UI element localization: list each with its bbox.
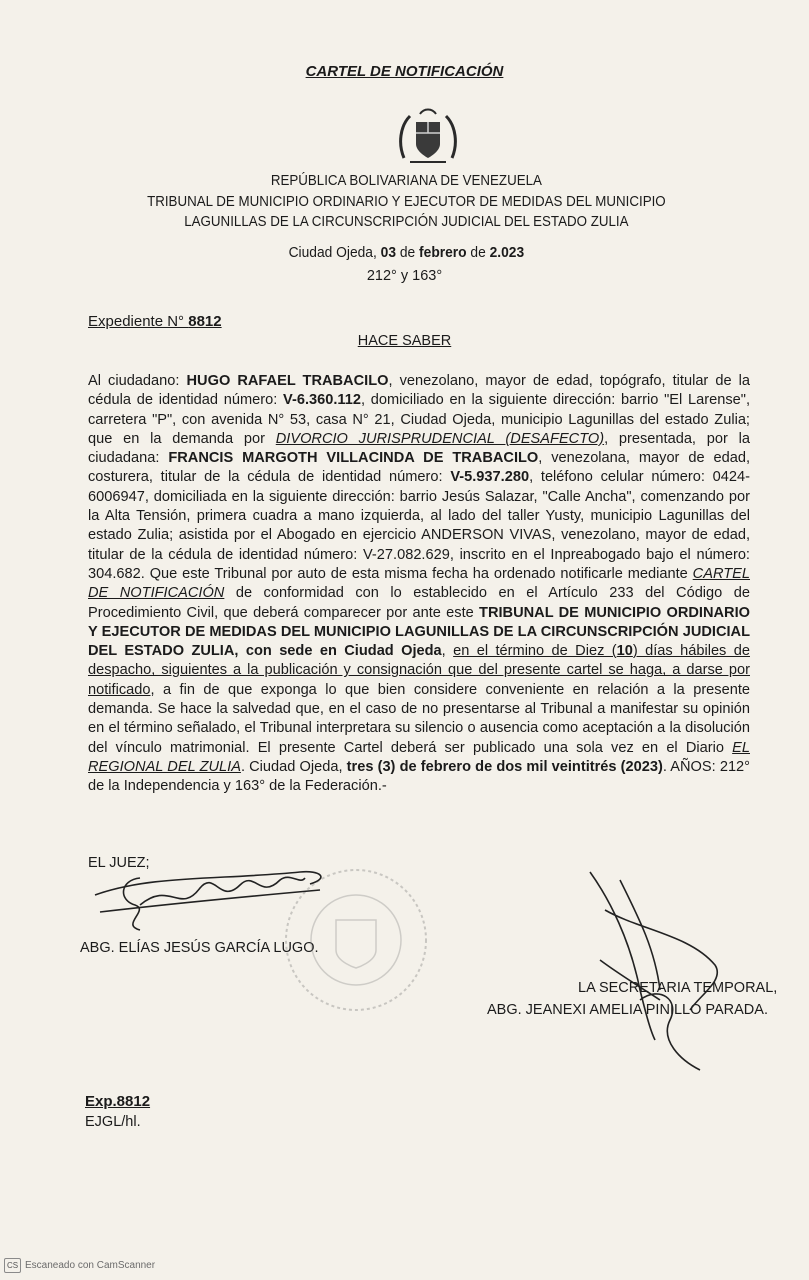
notification-body: Al ciudadano: HUGO RAFAEL TRABACILO, venezolano, mayor de edad, topógrafo, titular de la cédula de identidad número: V-6.360.112, domiciliado en la siguiente dirección: barrio "El Larense", carretera "P", con avenida N° 53, casa N° 21, Ciudad Ojeda, municipio Lagunillas del estado Zulia; que en la demanda por DIVORCIO JURISPRUDENCIAL (DESAFECTO), presentada, por la ciudadana: FRANCIS MARGOTH VILLACINDA DE TRABACILO, venezolana, mayor de edad, costurera, titular de la cédula de identidad número: V-5.937.280, teléfono celular número: 0424-6006947, domiciliada en la siguiente dirección: barrio Jesús Salazar, "Calle Ancha", comenzando por la Alta Tensión, primera cuadra a mano izquierda, al lado del taller Yusty, municipio Lagunillas del estado Zulia; asistida por el Abogado en ejercicio ANDERSON VIVAS, venezolano, mayor de edad, titular de la cédula de identidad número: V-27.082.629, inscrito en el Inpreabogado bajo el número: 304.682. Que este Tribunal por auto de esta misma fecha ha ordenado notificarle mediante CARTEL DE NOTIFICACIÓN de conformidad con lo establecido en el Artículo 233 del Código de Procedimiento Civil, que deberá comparecer por ante este TRIBUNAL DE MUNICIPIO ORDINARIO Y EJECUTOR DE MEDIDAS DEL MUNICIPIO LAGUNILLAS DE LA CIRCUNSCRIPCIÓN JUDICIAL DEL ESTADO ZULIA, con sede en Ciudad Ojeda, en el término de Diez (10) días hábiles de despacho, siguientes a la publicación y consignación que del presente cartel se haga, a darse por notificado, a fin de que exponga lo que bien considere conveniente en relación a la presente demanda. Se hace la salvedad que, en el caso de no presentarse al Tribunal a manifestar su opinión en el término señalado, el Tribunal interpretara su silencio o ausencia como aceptación a la disolución del vínculo matrimonial. El presente Cartel deberá ser publicado una sola vez en el Diario EL REGIONAL DEL ZULIA. Ciudad Ojeda, tres (3) de febrero de dos mil veintitrés (2023). AÑOS: 212° de la Independencia y 163° de la Federación.- (88, 373, 751, 795)
camscanner-footer (4, 1258, 155, 1273)
secretary-name: ABG. JEANEXI AMELIA PINILLO PARADA. (487, 1002, 768, 1018)
years-line: 212° y 163° (366, 268, 443, 284)
secretary-signature (590, 872, 717, 1070)
judge-label: EL JUEZ; (88, 855, 150, 871)
hace-saber-heading: HACE SABER (357, 333, 452, 349)
secretary-label: LA SECRETARIA TEMPORAL, (578, 980, 778, 996)
expediente-number: Expediente N° 8812 (88, 313, 222, 330)
camscanner-text: Escaneado con CamScanner (25, 1260, 156, 1271)
judge-name: ABG. ELÍAS JESÚS GARCÍA LUGO. (80, 940, 319, 956)
place-date: Ciudad Ojeda, 03 de febrero de 2.023 (288, 244, 525, 261)
camscanner-logo-icon: CS (4, 1258, 21, 1273)
header-tribunal-line2: LAGUNILLAS DE LA CIRCUNSCRIPCIÓN JUDICIAL DEL ESTADO ZULIA (184, 214, 629, 230)
footer-initials: EJGL/hl. (85, 1114, 141, 1130)
document-title: CARTEL DE NOTIFICACIÓN (305, 63, 504, 80)
header-republic: REPÚBLICA BOLIVARIANA DE VENEZUELA (270, 173, 542, 189)
coat-of-arms-seal-icon (396, 108, 460, 168)
header-tribunal-line1: TRIBUNAL DE MUNICIPIO ORDINARIO Y EJECUTOR DE MEDIDAS DEL MUNICIPIO (147, 194, 666, 210)
judge-signature (95, 872, 321, 930)
footer-expediente: Exp.8812 (85, 1093, 151, 1110)
